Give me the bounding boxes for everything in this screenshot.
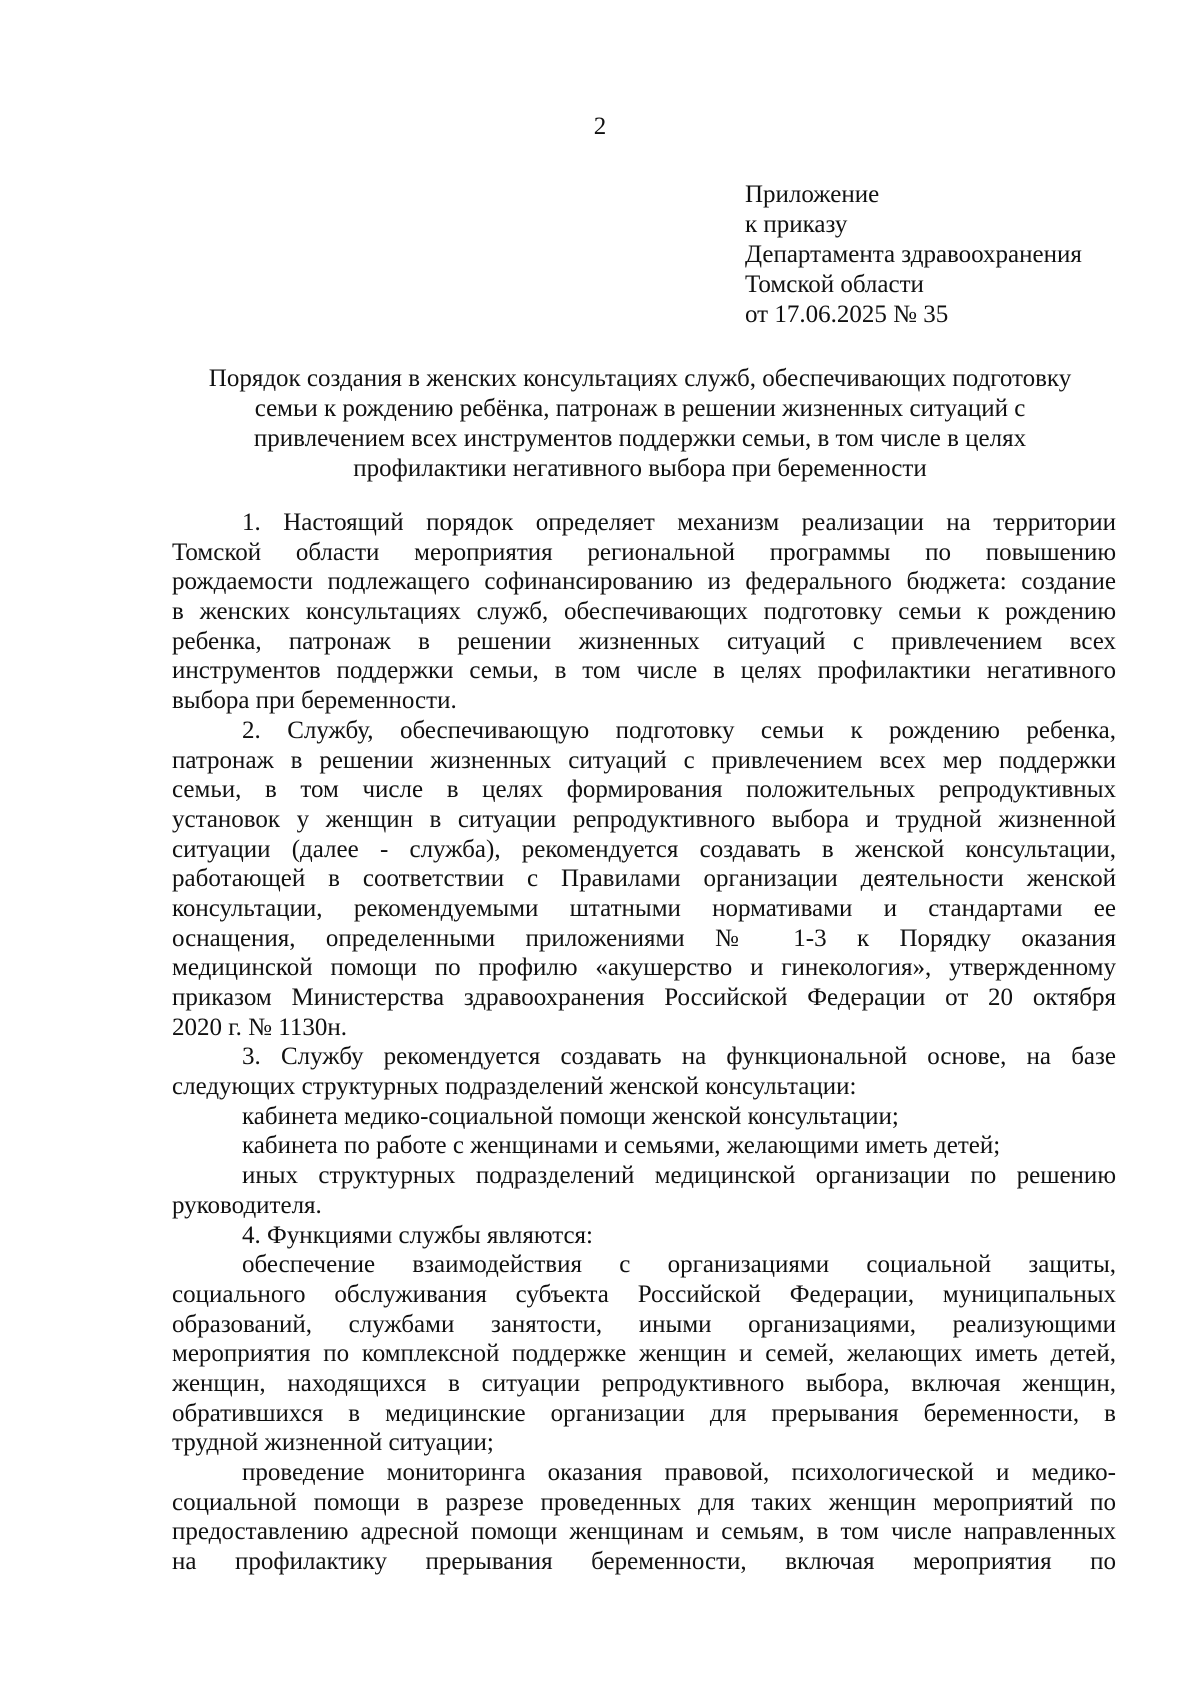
body-line: установок у женщин в ситуации репродуктивного выбора и трудной жизненной: [172, 805, 1116, 833]
body-line: приказом Министерства здравоохранения Российской Федерации от 20 октября: [172, 984, 1116, 1011]
appendix-line: Приложение: [745, 181, 880, 208]
body-line: консультации, рекомендуемыми штатными нормативами и стандартами ее: [172, 894, 1116, 922]
body-line: медицинской помощи по профилю «акушерство и гинекология», утвержденному: [172, 954, 1116, 982]
document-body: [172, 508, 1116, 1577]
body-line: социальной помощи в разрезе проведенных для таких женщин мероприятий по: [172, 1488, 1116, 1516]
appendix-line: от 17.06.2025 № 35: [745, 301, 949, 328]
body-line: женщин, находящихся в ситуации репродуктивного выбора, включая женщин,: [172, 1369, 1116, 1397]
body-line: кабинета по работе с женщинами и семьями, желающими иметь детей;: [242, 1132, 1001, 1160]
appendix-line: Томской области: [745, 271, 924, 298]
title-line: привлечением всех инструментов поддержки семьи, в том числе в целях: [253, 425, 1027, 452]
body-line: следующих структурных подразделений женской консультации:: [172, 1073, 857, 1101]
body-line: на профилактику прерывания беременности, включая мероприятия по: [172, 1548, 1116, 1576]
title-line: профилактики негативного выбора при беременности: [353, 455, 927, 482]
body-line: оснащения, определенными приложениями № 1-3 к Порядку оказания: [172, 924, 1116, 952]
body-line: 2020 г. № 1130н.: [172, 1013, 347, 1041]
title-line: семьи к рождению ребёнка, патронаж в решении жизненных ситуаций с: [254, 395, 1026, 422]
body-line: инструментов поддержки семьи, в том числе в целях профилактики негативного: [172, 657, 1116, 685]
body-line: 2. Службу, обеспечивающую подготовку семьи к рождению ребенка,: [242, 716, 1116, 744]
body-line: рождаемости подлежащего софинансированию из федерального бюджета: создание: [172, 568, 1116, 596]
body-line: иных структурных подразделений медицинской организации по решению: [242, 1162, 1116, 1190]
body-line: трудной жизненной ситуации;: [172, 1429, 494, 1457]
body-line: ребенка, патронаж в решении жизненных ситуаций с привлечением всех: [172, 627, 1116, 655]
document-title: [160, 364, 1120, 484]
body-line: 1. Настоящий порядок определяет механизм реализации на территории: [242, 509, 1116, 536]
body-line: кабинета медико-социальной помощи женской консультации;: [242, 1102, 899, 1130]
body-line: предоставлению адресной помощи женщинам и семьям, в том числе направленных: [172, 1518, 1116, 1546]
body-line: социального обслуживания субъекта Российской Федерации, муниципальных: [172, 1280, 1116, 1308]
body-line: обратившихся в медицинские организации для прерывания беременности, в: [172, 1399, 1116, 1427]
body-line: образований, службами занятости, иными организациями, реализующими: [172, 1310, 1116, 1338]
body-line: выбора при беременности.: [172, 687, 457, 715]
title-line: Порядок создания в женских консультациях служб, обеспечивающих подготовку: [208, 365, 1072, 392]
body-line: ситуации (далее - служба), рекомендуется создавать в женской консультации,: [172, 835, 1116, 863]
body-line: проведение мониторинга оказания правовой, психологической и медико-: [242, 1459, 1116, 1486]
body-line: семьи, в том числе в целях формирования положительных репродуктивных: [172, 776, 1116, 804]
appendix-line: Департамента здравоохранения: [745, 241, 1082, 268]
body-line: обеспечение взаимодействия с организациями социальной защиты,: [242, 1251, 1116, 1279]
body-line: работающей в соответствии с Правилами организации деятельности женской: [172, 865, 1116, 893]
body-line: Томской области мероприятия региональной программы по повышению: [172, 538, 1116, 566]
appendix-line: к приказу: [745, 211, 848, 238]
body-line: мероприятия по комплексной поддержке женщин и семей, желающих иметь детей,: [172, 1340, 1116, 1368]
appendix-block: [745, 180, 1082, 330]
body-line: в женских консультациях служб, обеспечивающих подготовку семьи к рождению: [172, 598, 1116, 626]
page-number: 2: [593, 113, 607, 140]
body-line: патронаж в решении жизненных ситуаций с привлечением всех мер поддержки: [172, 746, 1116, 774]
body-line: 3. Службу рекомендуется создавать на функциональной основе, на базе: [242, 1043, 1116, 1071]
body-line: 4. Функциями службы являются:: [242, 1221, 594, 1249]
body-line: руководителя.: [172, 1191, 322, 1219]
